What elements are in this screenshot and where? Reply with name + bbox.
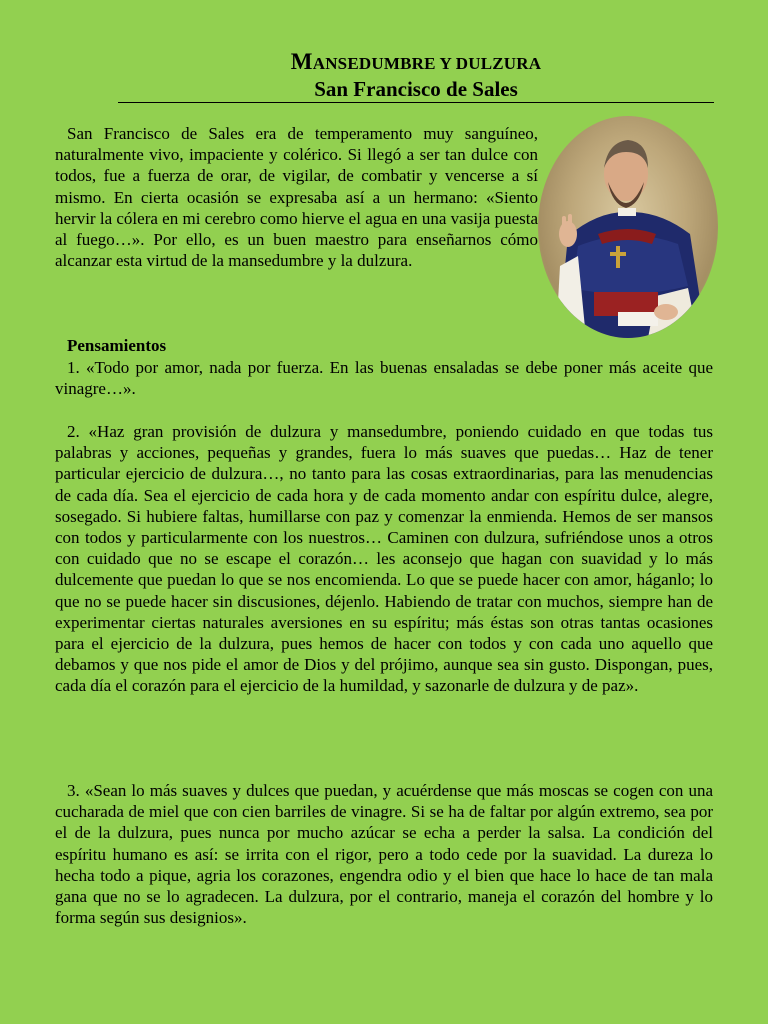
title-subtitle: San Francisco de Sales	[314, 77, 518, 101]
thought-paragraph-3: 3. «Sean lo más suaves y dulces que puedan, y acuérdense que más moscas se cogen con una cucharada de miel que con cien barriles de vinagre. Si se ha de faltar por algún extremo, sea por el de la dulzura, pues nunca por mucho azúcar se echa a perder la salsa. La condición del espíritu humano es así: se irrita con el rigor, pero a todo cede por la suavidad. La dureza lo hecha todo a pique, agria los corazones, engendra odio y el bien que hace lo hace de tan mala gana que no se lo agradecen. La dulzura, por el contrario, maneja el corazón del hombre y lo forma según sus designios».	[55, 781, 713, 928]
thought-paragraph-1: 1. «Todo por amor, nada por fuerza. En las buenas ensaladas se debe poner más aceite que vinagre…».	[55, 358, 713, 399]
title-rest: ANSEDUMBRE Y DULZURA	[312, 54, 542, 73]
portrait-image	[538, 116, 718, 338]
intro-paragraph: San Francisco de Sales era de temperamento muy sanguíneo, naturalmente vivo, impaciente y colérico. Si llegó a ser tan dulce con todos, fue a fuerza de orar, de vigilar, de combatir y vencerse a sí mismo. En cierta ocasión se expresaba así a un hermano: «Siento hervir la cólera en mi cerebro como hierve el agua en una vasija puesta al fuego…». Por ello, es un buen maestro para enseñarnos cómo alcanzar esta virtud de la mansedumbre y la dulzura.	[55, 124, 538, 271]
title-main	[118, 50, 714, 76]
thought-paragraph-2: 2. «Haz gran provisión de dulzura y mansedumbre, poniendo cuidado en que todas tus palabras y acciones, pequeñas y grandes, fuera lo más suaves que puedas… Haz de tener particular ejercicio de dulzura…, no tanto para las cosas extraordinarias, para las menudencias de cada día. Sea el ejercicio de cada hora y de cada momento andar con espíritu dulce, alegre, sosegado. Si hubiere faltas, humillarse con paz y comenzar la enmienda. Hemos de ser mansos con todos y particularmente con los nuestros… Caminen con dulzura, sufriéndose unos a otros con cuidado que no se escape el corazón… les aconsejo que hagan con suavidad y lo más dulcemente que puedan lo que se nos encomienda. Lo que se puede hacer con amor, háganlo; lo que no se puede hacer sin discusiones, déjenlo. Habiendo de tratar con muchos, siempre han de experimentar ciertas naturales aversiones en su espíritu; más éstas son otras tantas ocasiones para el ejercicio de la dulzura, pues hemos de hacer con todos y con cada uno aquello que debamos y que nos pide el amor de Dios y del prójimo, aunque sea sin gusto. Dispongan, pues, cada día el corazón para el ejercicio de la humildad, y sazonarle de dulzura y de paz».	[55, 422, 713, 696]
title-initial: M	[290, 49, 313, 74]
title-underline	[118, 102, 714, 103]
portrait-saint-icon	[538, 116, 718, 338]
document-title	[118, 50, 714, 103]
section-heading: Pensamientos	[67, 336, 167, 355]
